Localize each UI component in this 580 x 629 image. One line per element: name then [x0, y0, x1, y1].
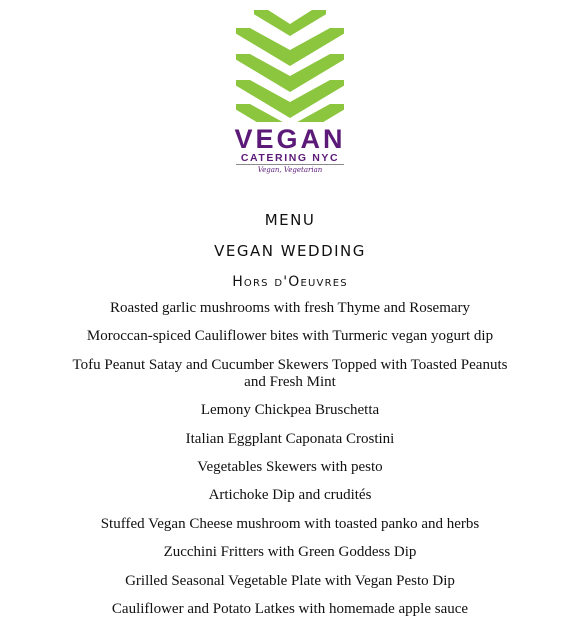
menu-item-list — [60, 300, 520, 629]
menu-item: Moroccan-spiced Cauliflower bites with Turmeric vegan yogurt dip — [86, 328, 494, 345]
menu-item: Artichoke Dip and crudités — [208, 487, 372, 504]
brand-tagline: Vegan, Vegetarian — [257, 166, 323, 174]
menu-item: Vegetables Skewers with pesto — [197, 458, 383, 475]
menu-item: Lemony Chickpea Bruschetta — [200, 402, 380, 419]
menu-item: Cauliflower and Potato Latkes with homemade apple sauce — [111, 600, 469, 617]
brand-name: VEGAN — [234, 124, 346, 154]
menu-item: Italian Eggplant Caponata Crostini — [185, 430, 395, 447]
brand-subname: CATERING NYC — [240, 152, 340, 164]
chevron-logo-icon — [236, 10, 344, 122]
menu-item: Roasted garlic mushrooms with fresh Thyme and Rosemary — [109, 300, 471, 316]
brand-divider — [236, 164, 344, 165]
course-title: Hors d'Oeuvres — [232, 274, 348, 290]
menu-item: Tofu Peanut Satay and Cucumber Skewers Topped with Toasted Peanuts and Fresh Mint — [72, 356, 508, 390]
menu-item: Zucchini Fritters with Green Goddess Dip — [163, 544, 417, 561]
chevron-band — [254, 10, 326, 36]
menu-item: Stuffed Vegan Cheese mushroom with toasted panko and herbs — [100, 515, 480, 532]
menu-item: Grilled Seasonal Vegetable Plate with Vegan Pesto Dip — [125, 572, 455, 589]
menu-title: MENU — [264, 211, 316, 229]
event-title: VEGAN WEDDING — [214, 242, 366, 260]
logo — [0, 0, 580, 185]
